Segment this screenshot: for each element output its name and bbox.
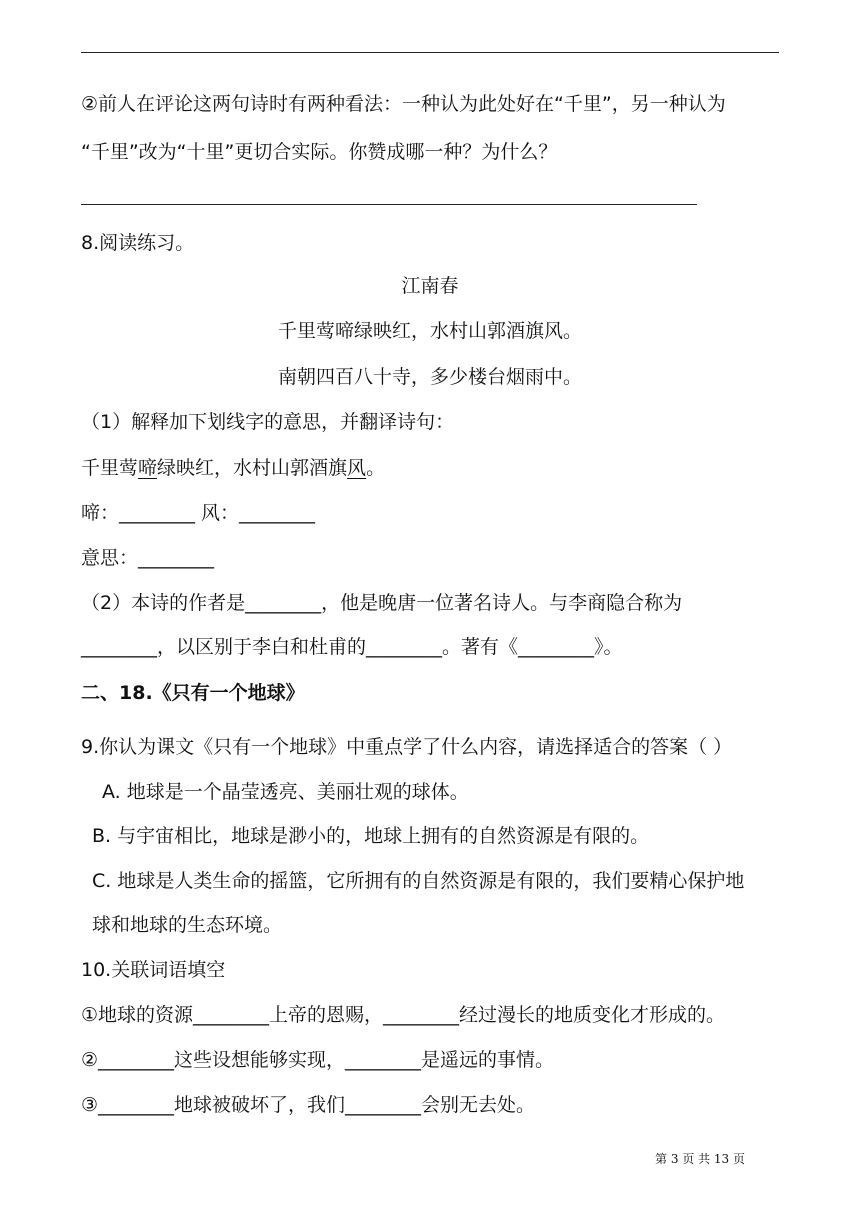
- q10-item-1: ①地球的资源________上帝的恩赐，________经过漫长的地质变化才形成的。: [81, 1004, 726, 1026]
- q8-sub1-prompt: （1）解释加下划线字的意思，并翻译诗句：: [81, 411, 455, 433]
- section-heading: 二、18.《只有一个地球》: [81, 682, 305, 704]
- poem-line-2: 南朝四百八十寺，多少楼台烟雨中。: [277, 366, 582, 388]
- q7-sub2-line1: ②前人在评论这两句诗时有两种看法：一种认为此处好在“千里”，另一种认为: [81, 93, 726, 115]
- q10-title: 10.关联词语填空: [81, 959, 226, 981]
- q10-item-2: ②________这些设想能够实现，________是遥远的事情。: [81, 1049, 555, 1071]
- q9-option-c-line2: 球和地球的生态环境。: [92, 914, 283, 936]
- poem-title: 江南春: [401, 275, 459, 297]
- q9-option-c-line1: C. 地球是人类生命的摇篮，它所拥有的自然资源是有限的，我们要精心保护地: [92, 870, 745, 892]
- verse-part-c: 。: [366, 457, 386, 479]
- header-rule: [81, 52, 779, 53]
- q10-item-3: ③________地球被破坏了，我们________会别无去处。: [81, 1094, 536, 1116]
- underlined-char-ti: 啼: [138, 457, 158, 479]
- q8-meaning-line: 意思：________: [81, 547, 215, 569]
- q9-option-a: A. 地球是一个晶莹透亮、美丽壮观的球体。: [102, 781, 469, 803]
- q9-option-b: B. 与宇宙相比，地球是渺小的，地球上拥有的自然资源是有限的。: [92, 825, 650, 847]
- answer-line: [81, 204, 697, 205]
- verse-part-b: 绿映红，水村山郭酒旗: [157, 457, 348, 479]
- q7-sub2-line2: “千里”改为“十里”更切合实际。你赞成哪一种？为什么？: [81, 141, 558, 163]
- underlined-char-feng: 风: [347, 457, 367, 479]
- q8-sub2-line1: （2）本诗的作者是________，他是晚唐一位著名诗人。与李商隐合称为: [81, 592, 683, 614]
- verse-part-a: 千里莺: [81, 457, 139, 479]
- q8-sub1-verse: [81, 455, 385, 481]
- poem-line-1: 千里莺啼绿映红，水村山郭酒旗风。: [277, 320, 582, 342]
- q8-title: 8.阅读练习。: [81, 232, 195, 254]
- page-number: 第 3 页 共 13 页: [655, 1152, 745, 1166]
- q8-blank-line: 啼：________ 风：________: [81, 502, 316, 524]
- q9-stem: 9.你认为课文《只有一个地球》中重点学了什么内容，请选择适合的答案（ ）: [81, 736, 733, 758]
- q8-sub2-line2: ________，以区别于李白和杜甫的________。著有《________》。: [81, 636, 623, 658]
